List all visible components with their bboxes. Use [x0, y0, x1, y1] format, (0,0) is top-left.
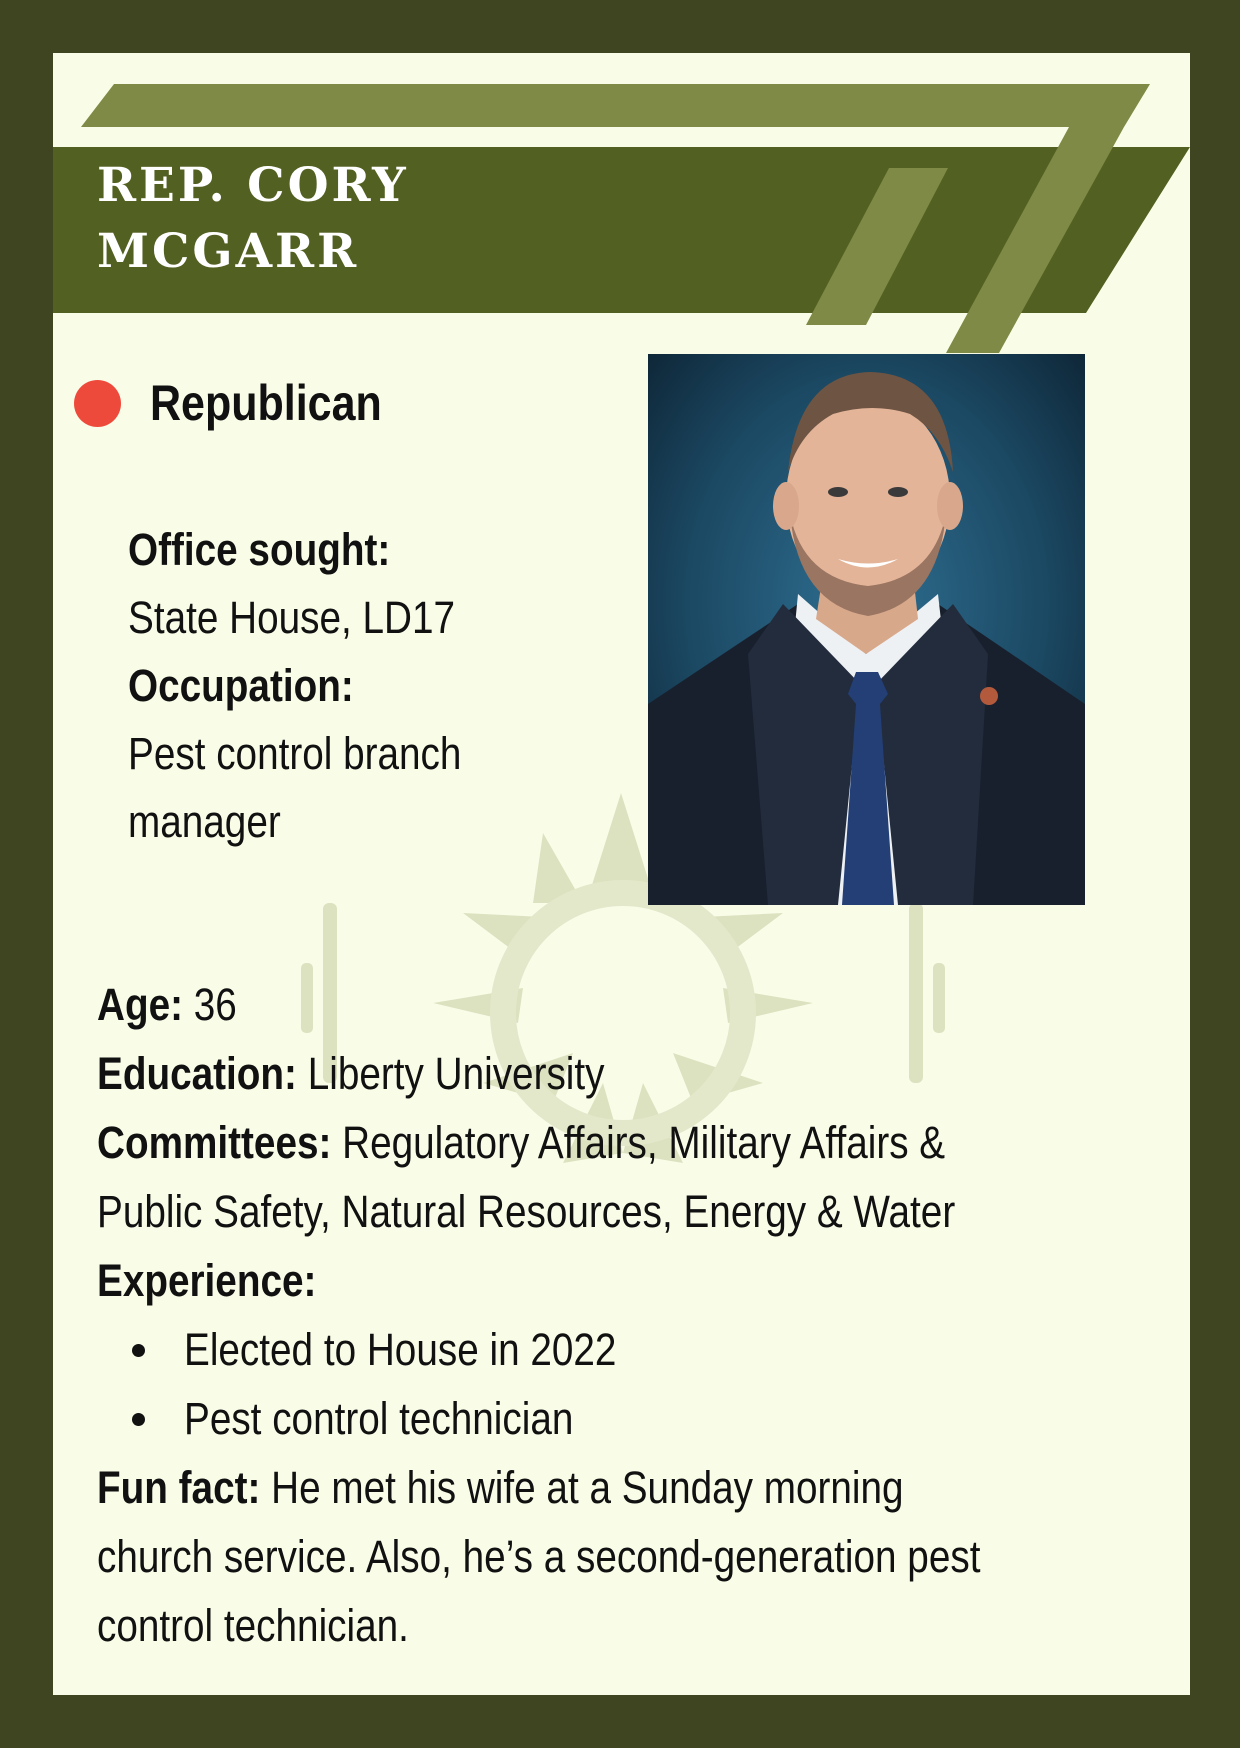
office-occupation-block [128, 516, 516, 856]
fun-fact-line2: church service. Also, he’s a second-generation pest [97, 1531, 981, 1582]
age-label: Age: [97, 979, 183, 1030]
candidate-photo [648, 354, 1085, 905]
party-affiliation: Republican [150, 375, 382, 431]
fun-fact-line3: control technician. [97, 1600, 409, 1651]
fun-fact-label: Fun fact: [97, 1462, 261, 1513]
occupation-label: Occupation: [128, 660, 354, 711]
details-block [97, 971, 1157, 1661]
bullet-icon [132, 1344, 145, 1357]
experience-item: Elected to House in 2022 [184, 1324, 617, 1375]
list-item [97, 1316, 1157, 1385]
fun-fact-line1: He met his wife at a Sunday morning [271, 1462, 904, 1513]
occupation-value-line2: manager [128, 796, 281, 847]
education-label: Education: [97, 1048, 297, 1099]
education-value: Liberty University [307, 1048, 605, 1099]
bullet-icon [132, 1413, 145, 1426]
office-label: Office sought: [128, 524, 391, 575]
experience-label: Experience: [97, 1255, 317, 1306]
age-value: 36 [193, 979, 237, 1030]
banner-top-stripe [81, 84, 1150, 127]
list-item [97, 1385, 1157, 1454]
profile-card [53, 53, 1190, 1695]
office-value: State House, LD17 [128, 592, 456, 643]
committees-label: Committees: [97, 1117, 332, 1168]
candidate-name-line1: REP. CORY [97, 158, 409, 213]
committees-value-line1: Regulatory Affairs, Military Affairs & [342, 1117, 946, 1168]
candidate-name [97, 153, 409, 285]
candidate-name-line2: MCGARR [97, 224, 360, 279]
committees-value-line2: Public Safety, Natural Resources, Energy & Water [97, 1186, 956, 1237]
occupation-value-line1: Pest control branch [128, 728, 462, 779]
red-dot-icon [74, 380, 121, 427]
experience-item: Pest control technician [184, 1393, 574, 1444]
